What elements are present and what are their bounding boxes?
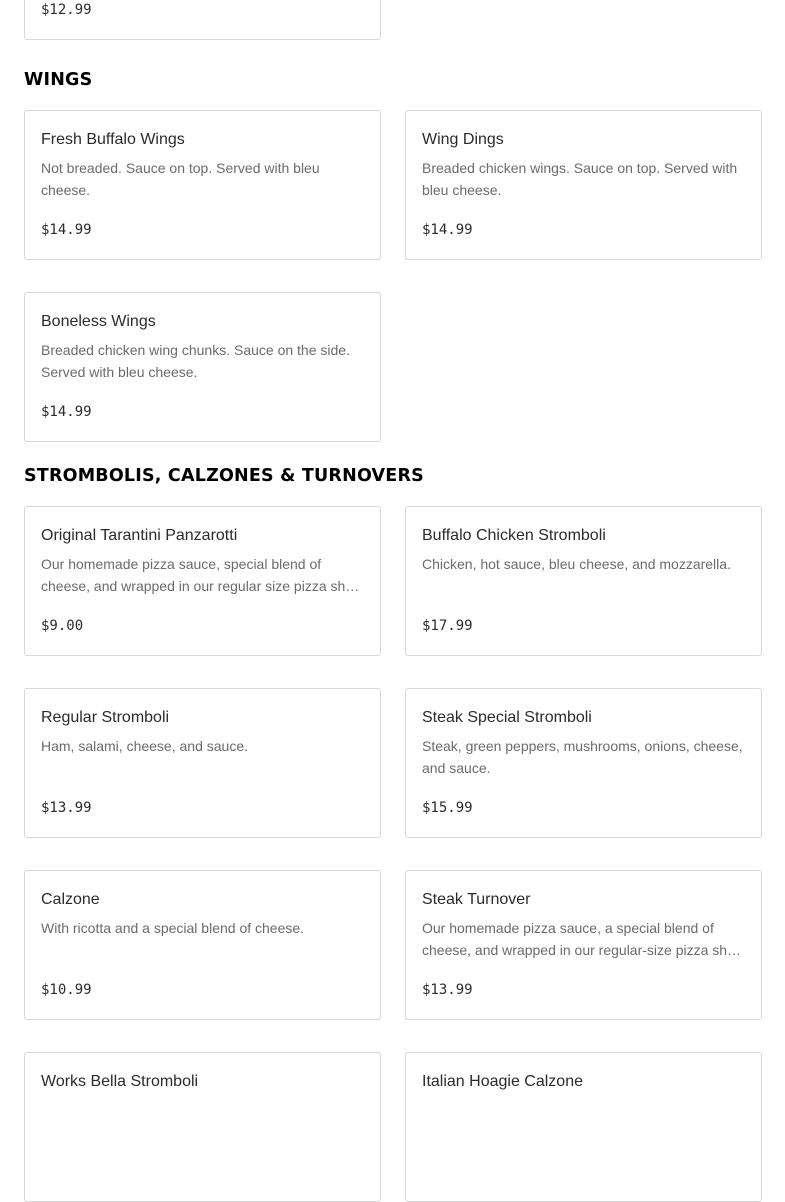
menu-item-name: Steak Special Stromboli [422,709,592,726]
section-title-wings: WINGS [24,70,93,90]
menu-item-name: Fresh Buffalo Wings [41,131,185,148]
menu-item-price: $13.99 [41,800,92,816]
menu-item-name: Original Tarantini Panzarotti [41,527,238,544]
menu-item-description: Our homemade pizza sauce, a special blend of cheese, and wrapped in our regular-size pizza sh… [422,920,742,958]
menu-item-description: Breaded chicken wings. Sauce on top. Served with bleu cheese. [422,160,738,198]
menu-item-name: Italian Hoagie Calzone [422,1073,583,1090]
menu-item-card[interactable] [24,0,381,40]
menu-item-card[interactable] [24,1052,381,1202]
menu-item-price: $15.99 [422,800,473,816]
menu-item-card[interactable] [24,110,381,260]
menu-item-description: Ham, salami, cheese, and sauce. [41,738,248,754]
menu-item-price: $14.99 [41,222,92,238]
menu-item-name: Buffalo Chicken Stromboli [422,527,606,544]
menu-item-card[interactable] [24,870,381,1020]
menu-item-card[interactable] [405,506,762,656]
menu-item-price: $10.99 [41,982,92,998]
menu-item-card[interactable] [24,688,381,838]
menu-item-name: Wing Dings [422,131,504,148]
menu-item-price: $17.99 [422,618,473,634]
menu-item-name: Steak Turnover [422,891,531,908]
section-title-strombolis: STROMBOLIS, CALZONES & TURNOVERS [24,466,424,486]
menu-item-price: $13.99 [422,982,473,998]
menu-item-card[interactable] [405,688,762,838]
menu-item-card[interactable] [405,110,762,260]
menu-item-name: Boneless Wings [41,313,156,330]
menu-item-name: Calzone [41,891,100,908]
menu-item-price: $9.00 [41,618,84,634]
menu-item-card[interactable] [24,506,381,656]
menu-item-name: Regular Stromboli [41,709,170,726]
menu-item-name: Works Bella Stromboli [41,1073,199,1090]
menu-item-card[interactable] [405,870,762,1020]
menu-item-price: $14.99 [41,404,92,420]
menu-item-price: $12.99 [41,2,92,18]
menu-item-description: Chicken, hot sauce, bleu cheese, and mozzarella. [422,556,731,572]
menu-item-description: With ricotta and a special blend of cheese. [41,920,305,936]
menu-item-card[interactable] [405,1052,762,1202]
menu-item-price: $14.99 [422,222,473,238]
menu-item-description: Breaded chicken wing chunks. Sauce on the side. Served with bleu cheese. [41,342,350,380]
menu-item-description: Our homemade pizza sauce, special blend of cheese, and wrapped in our regular size pizza sh… [41,556,360,594]
menu-item-description: Not breaded. Sauce on top. Served with bleu cheese. [41,160,320,198]
menu-item-card[interactable] [24,292,381,442]
menu-item-description: Steak, green peppers, mushrooms, onions, cheese, and sauce. [422,738,743,776]
